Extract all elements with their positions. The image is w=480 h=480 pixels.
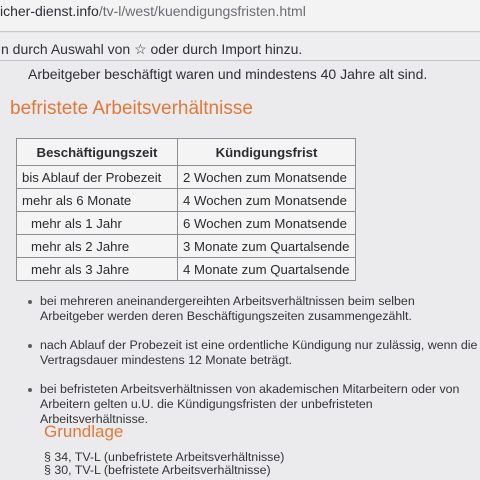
bullet-icon bbox=[28, 300, 32, 304]
table-header-row bbox=[17, 139, 356, 166]
page-content bbox=[0, 62, 480, 480]
list-item bbox=[28, 294, 478, 324]
table-cell: 6 Wochen zum Monatsende bbox=[178, 212, 356, 235]
intro-text: Arbeitgeber beschäftigt waren und mindestens 40 Jahre alt sind. bbox=[28, 66, 428, 82]
reference-link[interactable]: § 34, TV-L (unbefristete Arbeitsverhältnisse) bbox=[44, 450, 285, 464]
table-row bbox=[17, 189, 356, 212]
table-row bbox=[17, 235, 356, 258]
table-cell: 3 Monate zum Quartalsende bbox=[178, 235, 356, 258]
url-path: /tv-l/west/kuendigungsfristen.html bbox=[98, 3, 306, 19]
list-item-text: nach Ablauf der Probezeit ist eine ordentliche Kündigung nur zulässig, wenn die Vertragsdauer mindestens 12 Monate beträgt. bbox=[40, 338, 478, 367]
kuendigungsfristen-table bbox=[16, 138, 356, 281]
url-host: icher-dienst.info bbox=[0, 3, 99, 19]
table-cell: mehr als 2 Jahre bbox=[17, 235, 178, 258]
infobar-text: n durch Auswahl von ☆ oder durch Import hinzu. bbox=[1, 41, 303, 57]
table-cell: bis Ablauf der Probezeit bbox=[17, 166, 178, 189]
column-header: Beschäftigungszeit bbox=[17, 139, 178, 166]
bullet-icon bbox=[28, 344, 32, 348]
table-cell: 2 Wochen zum Monatsende bbox=[178, 166, 356, 189]
table-row bbox=[17, 258, 356, 281]
list-item-text: bei befristeten Arbeitsverhältnissen von akademischen Mitarbeitern oder von Arbeitern gelten u.U. die Kündigungsfristen der unbefristeten Arbeitsverhältnisse. bbox=[40, 382, 460, 426]
reference-link[interactable]: § 30, TV-L (befristete Arbeitsverhältnisse) bbox=[44, 463, 271, 477]
column-header: Kündigungsfrist bbox=[178, 139, 356, 166]
table-row bbox=[17, 166, 356, 189]
list-item bbox=[28, 338, 478, 368]
list-item bbox=[28, 382, 478, 427]
references bbox=[44, 451, 284, 477]
bullet-icon bbox=[28, 388, 32, 392]
bookmark-infobar bbox=[0, 33, 480, 61]
grundlage-heading: Grundlage bbox=[44, 422, 124, 441]
table-cell: 4 Wochen zum Monatsende bbox=[178, 189, 356, 212]
table-row bbox=[17, 212, 356, 235]
notes-list bbox=[28, 294, 478, 441]
section-heading: befristete Arbeitsverhältnisse bbox=[10, 98, 253, 119]
table-cell: mehr als 1 Jahr bbox=[17, 212, 178, 235]
list-item-text: bei mehreren aneinandergereihten Arbeitsverhältnissen beim selben Arbeitgeber werden deren Beschäftigungszeiten zusammengezählt. bbox=[40, 294, 415, 323]
url-text[interactable] bbox=[0, 3, 480, 19]
table-cell: mehr als 3 Jahre bbox=[17, 258, 178, 281]
address-bar[interactable] bbox=[0, 0, 480, 32]
table-cell: mehr als 6 Monate bbox=[17, 189, 178, 212]
table-cell: 4 Monate zum Quartalsende bbox=[178, 258, 356, 281]
